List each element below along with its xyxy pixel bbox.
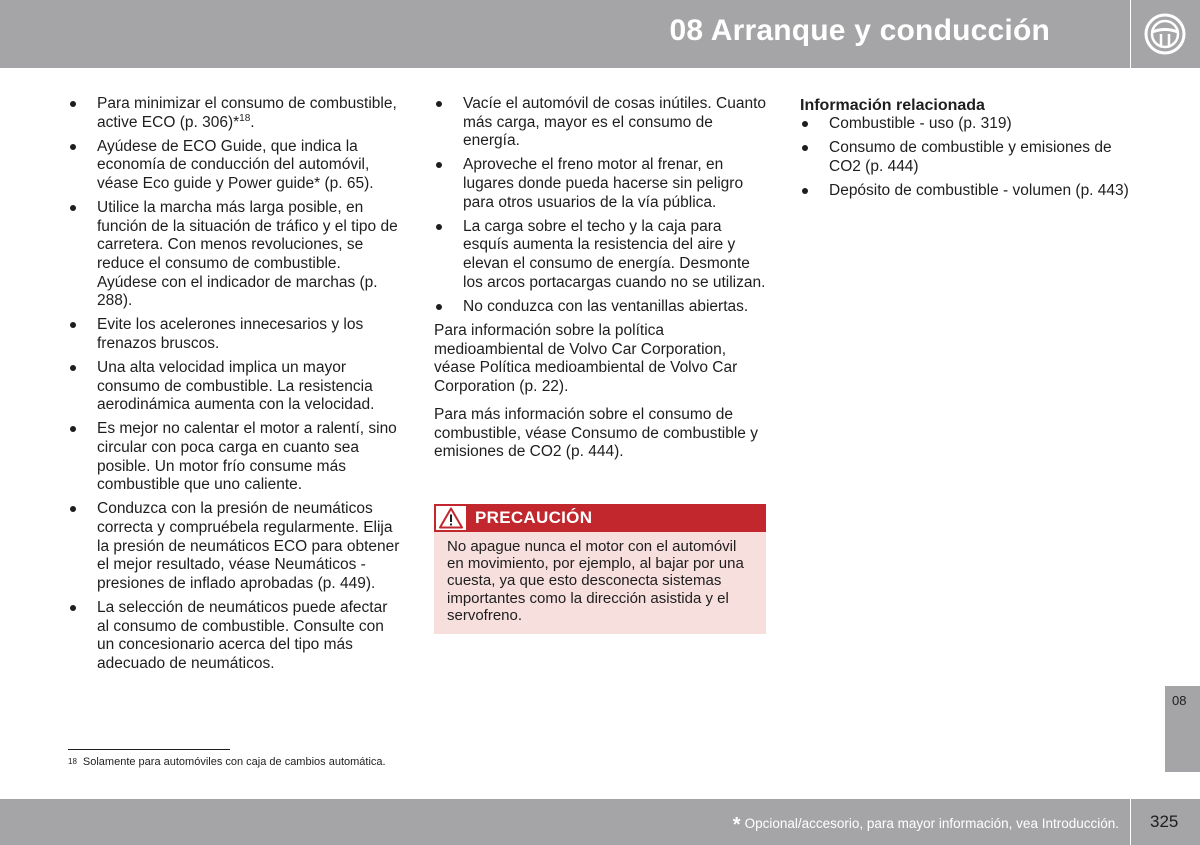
list-item: Conduzca con la presión de neumáticos correcta y compruébela regularmente. Elija la presión de neumáticos ECO para obtener el mejor resultado, véase Neumáticos - presiones de inflado aprobadas (p. 449). (68, 500, 403, 593)
list-item: Aproveche el freno motor al frenar, en lugares donde pueda hacerse sin peligro para otros usuarios de la vía pública. (434, 156, 768, 212)
list-item: No conduzca con las ventanillas abiertas. (434, 298, 768, 317)
related-info-heading: Información relacionada (800, 97, 985, 114)
list-item: La carga sobre el techo y la caja para esquís aumenta la resistencia del aire y elevan el consumo de energía. Desmonte los arcos portacargas cuando no se utilizan. (434, 218, 768, 292)
related-link[interactable]: Consumo de combustible y emisiones de CO2 (p. 444) (800, 139, 1135, 176)
chapter-icon-box (1131, 0, 1200, 68)
environment-policy-paragraph: Para información sobre la política medioambiental de Volvo Car Corporation, véase Política medioambiental de Volvo Car Corporation (p. 22). (434, 321, 738, 395)
column-right (800, 95, 1135, 206)
page-number: 325 (1150, 812, 1179, 831)
list-item: Ayúdese de ECO Guide, que indica la economía de conducción del automóvil, véase Eco guide y Power guide* (p. 65). (68, 138, 403, 194)
fuel-consumption-paragraph: Para más información sobre el consumo de combustible, véase Consumo de combustible y emisiones de CO2 (p. 444). (434, 406, 758, 461)
footnote-reference: 18 (239, 112, 251, 124)
page-number-box (1131, 799, 1200, 845)
list-item: Para minimizar el consumo de combustible, active ECO (p. 306)*$^{18}$. (68, 95, 403, 132)
warning-box (434, 504, 766, 634)
asterisk-marker: * (732, 814, 741, 836)
footnote-divider (68, 749, 230, 750)
warning-triangle-icon (439, 507, 463, 529)
optional-accessory-note: * Opcional/accesorio, para mayor información, vea Introducción. (732, 814, 1119, 836)
list-item: Vacíe el automóvil de cosas inútiles. Cuanto más carga, mayor es el consumo de energía. (434, 95, 768, 151)
list-item: Una alta velocidad implica un mayor consumo de combustible. La resistencia aerodinámica aumenta con la velocidad. (68, 359, 403, 415)
footnote (68, 755, 386, 769)
column-left (68, 95, 403, 679)
footnote-text: Solamente para automóviles con caja de cambios automática. (82, 756, 386, 768)
related-link[interactable]: Depósito de combustible - volumen (p. 443) (800, 182, 1135, 201)
warning-text: No apague nunca el motor con el automóvil en movimiento, por ejemplo, al bajar por una cuesta, ya que esto desconecta sistemas importantes como la dirección asistida y el servofreno. (434, 532, 766, 634)
chapter-side-tab (1165, 686, 1200, 772)
warning-header (434, 504, 766, 532)
footer-bar (0, 799, 1130, 845)
chapter-title: 08 Arranque y conducción (669, 14, 1050, 47)
column-middle (434, 95, 768, 472)
tips-list (68, 95, 403, 673)
footnote-number: 18 (68, 757, 77, 766)
list-item: Utilice la marcha más larga posible, en función de la situación de tráfico y el tipo de carretera. Con menos revoluciones, se reduce el consumo de combustible. Ayúdese con el indicador de marchas (p. 288). (68, 199, 403, 311)
list-item: Evite los acelerones innecesarios y los frenazos bruscos. (68, 316, 403, 353)
list-item: La selección de neumáticos puede afectar al consumo de combustible. Consulte con un concesionario acerca del tipo más adecuado de neumáticos. (68, 599, 403, 673)
chapter-side-tab-label: 08 (1172, 693, 1187, 708)
related-link[interactable]: Combustible - uso (p. 319) (800, 115, 1135, 134)
related-info-list (800, 115, 1135, 201)
warning-title: PRECAUCIÓN (475, 508, 593, 527)
tips-list-continued (434, 95, 768, 316)
steering-wheel-icon (1143, 12, 1187, 56)
header-bar (0, 0, 1130, 68)
list-item: Es mejor no calentar el motor a ralentí, sino circular con poca carga en cuanto sea posible. Un motor frío consume más combustible que uno caliente. (68, 420, 403, 494)
